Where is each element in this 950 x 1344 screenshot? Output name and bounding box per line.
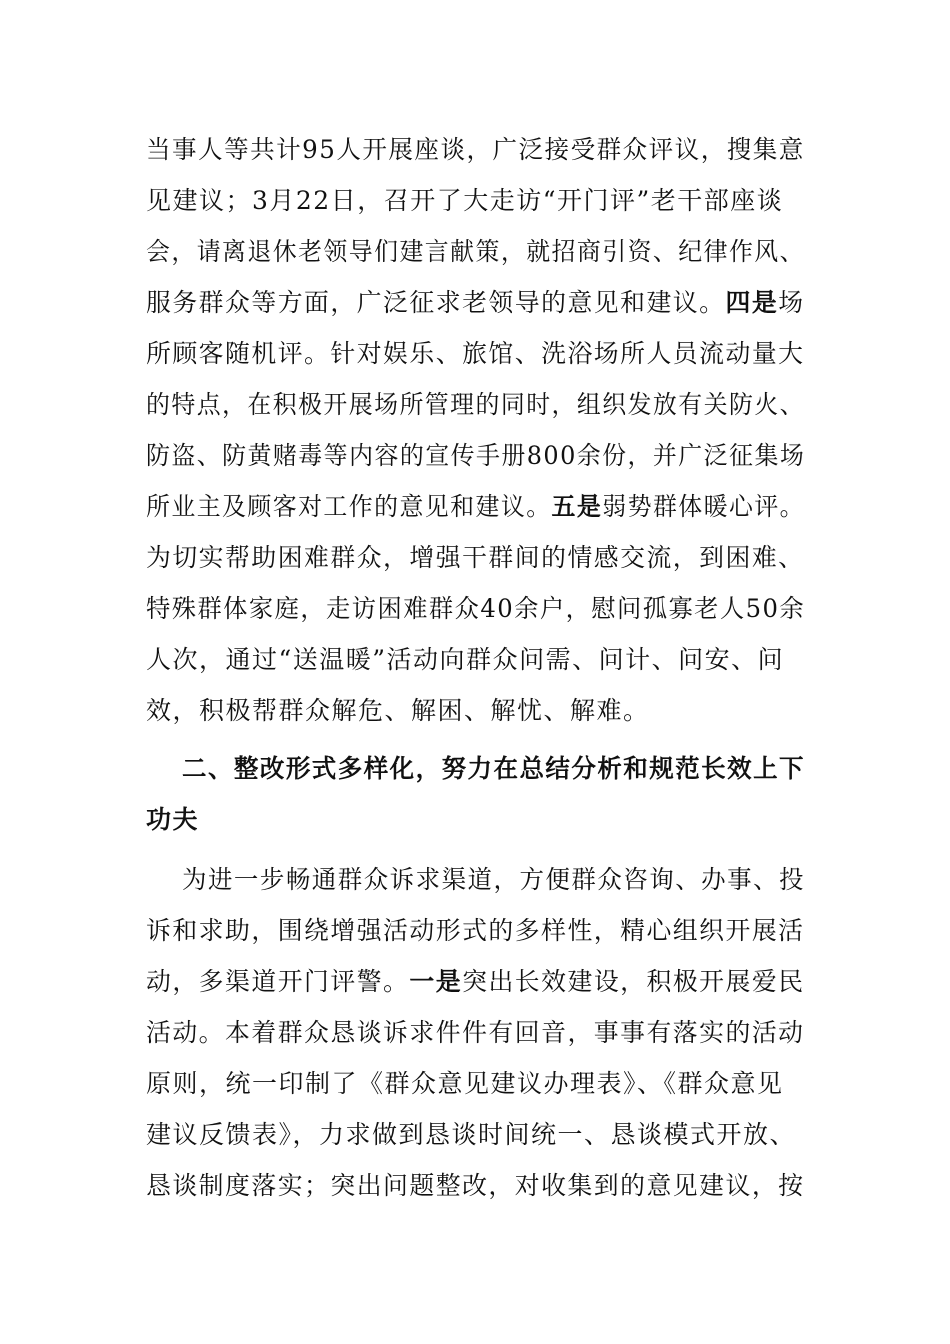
text-run: 突出长效建设，积极开展爱民 [462,967,805,996]
section-heading-continuation: 功夫 [146,805,200,834]
text-run: 效，积极帮群众解危、解困、解忧、解难。 [146,696,650,725]
body-line [146,439,805,473]
body-line [146,1118,796,1152]
text-run: 建议反馈表》，力求做到恳谈时间统一、恳谈模式开放、 [146,1120,797,1149]
text-run: 诉和求助，围绕增强活动形式的多样性，精心组织开展活 [146,916,805,945]
text-run: 防盗、防黄赌毒等内容的宣传手册800余份，并广泛征集场 [146,441,806,470]
body-line [146,541,805,575]
body-line [146,133,805,167]
text-run: 所顾客随机评。针对娱乐、旅馆、洗浴场所人员流动量大 [146,339,805,368]
text-run: 所业主及顾客对工作的意见和建议。 [146,492,552,521]
text-run: 动，多渠道开门评警。 [146,967,410,996]
body-line [146,1169,805,1203]
text-run: 会，请离退休老领导们建言献策，就招商引资、纪律作风、 [146,237,806,266]
text-run: 恳谈制度落实；突出问题整改，对收集到的意见建议，按 [146,1171,805,1200]
text-run: 原则，统一印制了《群众意见建议办理表》、《群众意见 [146,1069,784,1098]
body-line [146,337,805,371]
text-run: 为切实帮助困难群众，增强干群间的情感交流，到困难、 [146,543,805,572]
body-line [182,863,805,897]
body-line [146,286,805,320]
text-run: 为进一步畅通群众诉求渠道，方便群众咨询、办事、投 [182,865,806,894]
text-run: 弱势群体暖心评。 [602,492,806,521]
body-line [146,592,805,626]
text-run: 场 [778,288,805,317]
bold-marker: 四是 [725,288,779,317]
text-run: 见建议；3月22日，召开了大走访“开门评”老干部座谈 [146,186,784,215]
body-line [146,235,805,269]
body-line [146,1016,805,1050]
body-line [146,490,805,524]
text-run: 当事人等共计95人开展座谈，广泛接受群众评议，搜集意 [146,135,805,164]
body-line [146,694,650,728]
body-line [146,965,805,999]
body-line [146,388,805,422]
bold-marker: 五是 [551,492,603,521]
text-run: 活动。本着群众恳谈诉求件件有回音，事事有落实的活动 [146,1018,805,1047]
text-run: 人次，通过“送温暖”活动向群众问需、问计、问安、问 [146,645,785,674]
body-line [146,1067,784,1101]
text-run: 特殊群体家庭，走访困难群众40余户，慰问孤寡老人50余 [146,594,806,623]
text-run: 服务群众等方面，广泛征求老领导的意见和建议。 [146,288,726,317]
bold-marker: 一是 [409,967,463,996]
text-run: 的特点，在积极开展场所管理的同时，组织发放有关防火、 [146,390,806,419]
body-line [146,184,783,218]
body-line [146,643,784,677]
body-line [146,914,805,948]
section-heading: 二、整改形式多样化，努力在总结分析和规范长效上下 [182,754,806,783]
